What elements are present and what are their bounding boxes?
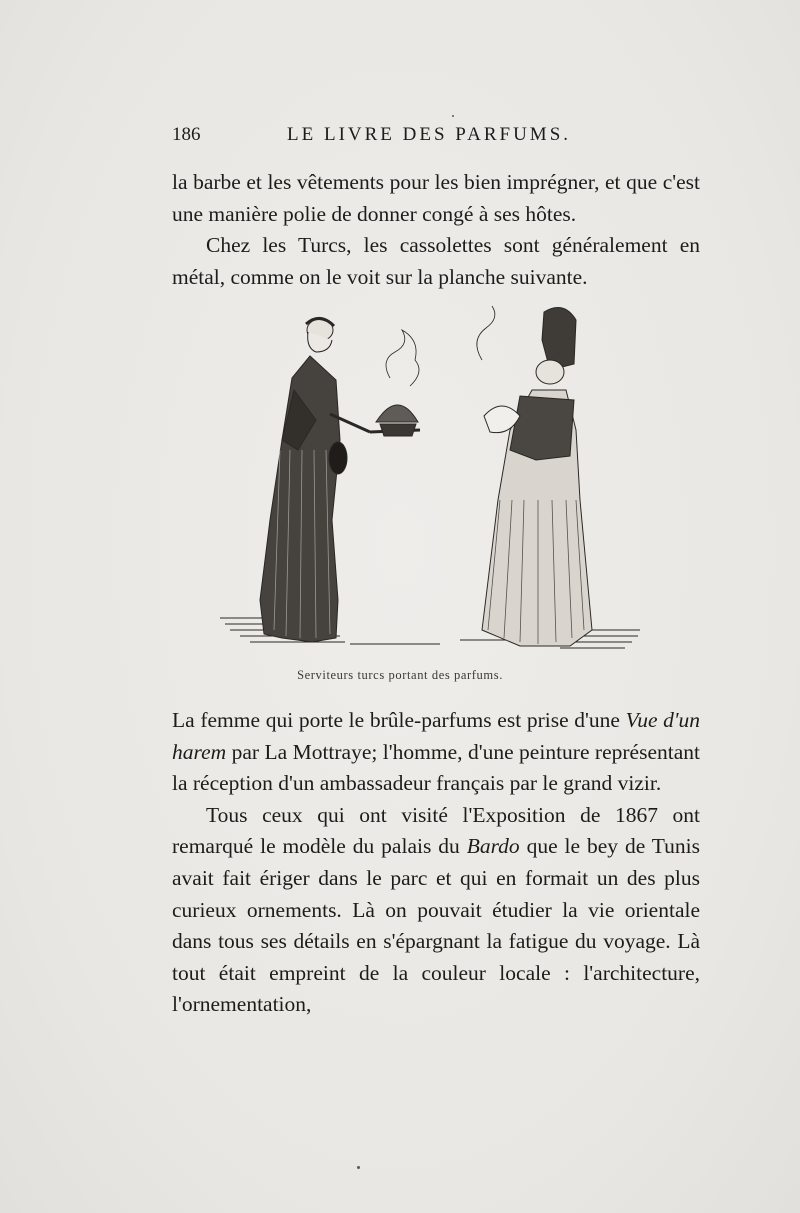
text-line: la barbe et les vêtements pour les bien imprégner, et	[172, 170, 621, 194]
text-line: que c'est une manière polie de donner congé à ses hôtes.	[172, 170, 700, 226]
text-run: Tous ceux qui ont visité l'Exposition de 1867 ont remarqué le modèle du palais du	[172, 802, 700, 859]
text-run: que le bey de Tunis avait fait ériger dans le parc et qui en formait un des plus curieux ornements. Là on pouvait étudier la vie orientale dans tous ses détails en s'épargnant la fatigue du voyage. Là tout était empreint de la couleur locale : l'architecture, l'ornementation,	[172, 834, 701, 1017]
text-run: par La Mottraye; l'homme, d'une peinture représentant la réception d'un ambassadeur français par le grand vizir.	[172, 739, 700, 796]
text-run: La femme qui porte le brûle-parfums est prise d'une	[172, 708, 620, 732]
page-number: 186	[172, 124, 201, 145]
paragraph-continued	[172, 167, 700, 230]
running-title: LE LIVRE DES PARFUMS.	[287, 124, 572, 145]
running-head	[172, 124, 700, 152]
man-servant-figure	[477, 306, 592, 646]
paper-speck	[357, 1166, 360, 1169]
paper-speck	[452, 115, 454, 117]
bottom-text-block	[172, 705, 700, 1021]
incense-burner-icon	[370, 330, 420, 436]
top-text-block	[172, 167, 700, 293]
paragraph: Chez les Turcs, les cassolettes sont généralement en métal, comme on le voit sur la planche suivante.	[172, 233, 700, 289]
figure-caption: Serviteurs turcs portant des parfums.	[297, 668, 503, 682]
woman-servant-figure	[260, 318, 370, 642]
paragraph	[172, 705, 700, 800]
engraving-illustration	[220, 300, 640, 660]
paragraph	[172, 800, 700, 1021]
book-title-italic: Vue d'un harem	[172, 708, 700, 764]
place-name-italic: Bardo	[466, 834, 520, 859]
